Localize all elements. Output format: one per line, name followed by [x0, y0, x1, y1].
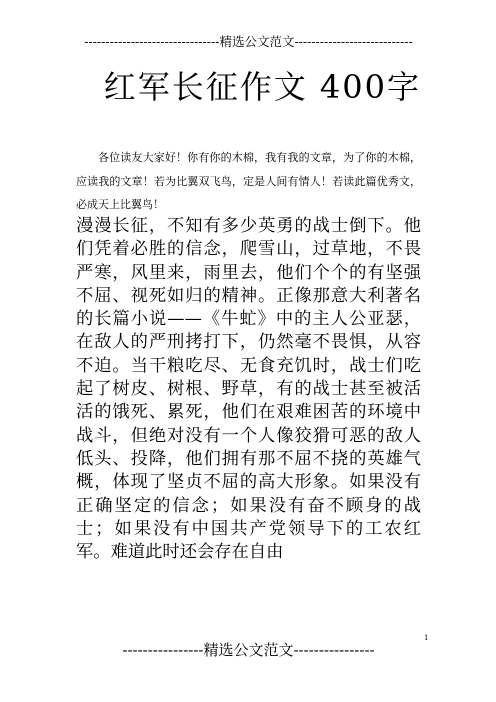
intro-paragraph: 各位读友大家好！你有你的木棉，我有我的文章，为了你的木棉，应读我的文章！若为比翼双飞鸟，定是人间有情人！若读此篇优秀文，必成天上比翼鸟！ — [76, 151, 421, 211]
body-paragraph: 漫漫长征，不知有多少英勇的战士倒下。他们凭着必胜的信念，爬雪山，过草地，不畏严寒，风里来，雨里去，他们个个的有坚强不屈、视死如归的精神。正像那意大利著名的长篇小说——《牛虻》中的主人公亚瑟，在敌人的严刑拷打下，仍然毫不畏惧，从容不迫。当干粮吃尽、无食充饥时，战士们吃起了树皮、树根、野草，有的战士甚至被活活的饿死、累死，他们在艰难困苦的环境中战斗，但绝对没有一个人像狡猾可恶的敌人低头、投降，他们拥有那不屈不挠的英雄气概，体现了坚贞不屈的高大形象。如果没有正确坚定的信念；如果没有奋不顾身的战士；如果没有中国共产党领导下的工农红军。难道此时还会存在自由 — [76, 216, 421, 563]
page-number: 1 — [424, 634, 429, 642]
document-title: 红军长征作文 400字 — [103, 68, 421, 106]
page-footer: ----------------精选公文范文---------------- — [122, 641, 375, 659]
page-header: --------------------------------精选公文范文---------------------------- — [84, 34, 413, 49]
